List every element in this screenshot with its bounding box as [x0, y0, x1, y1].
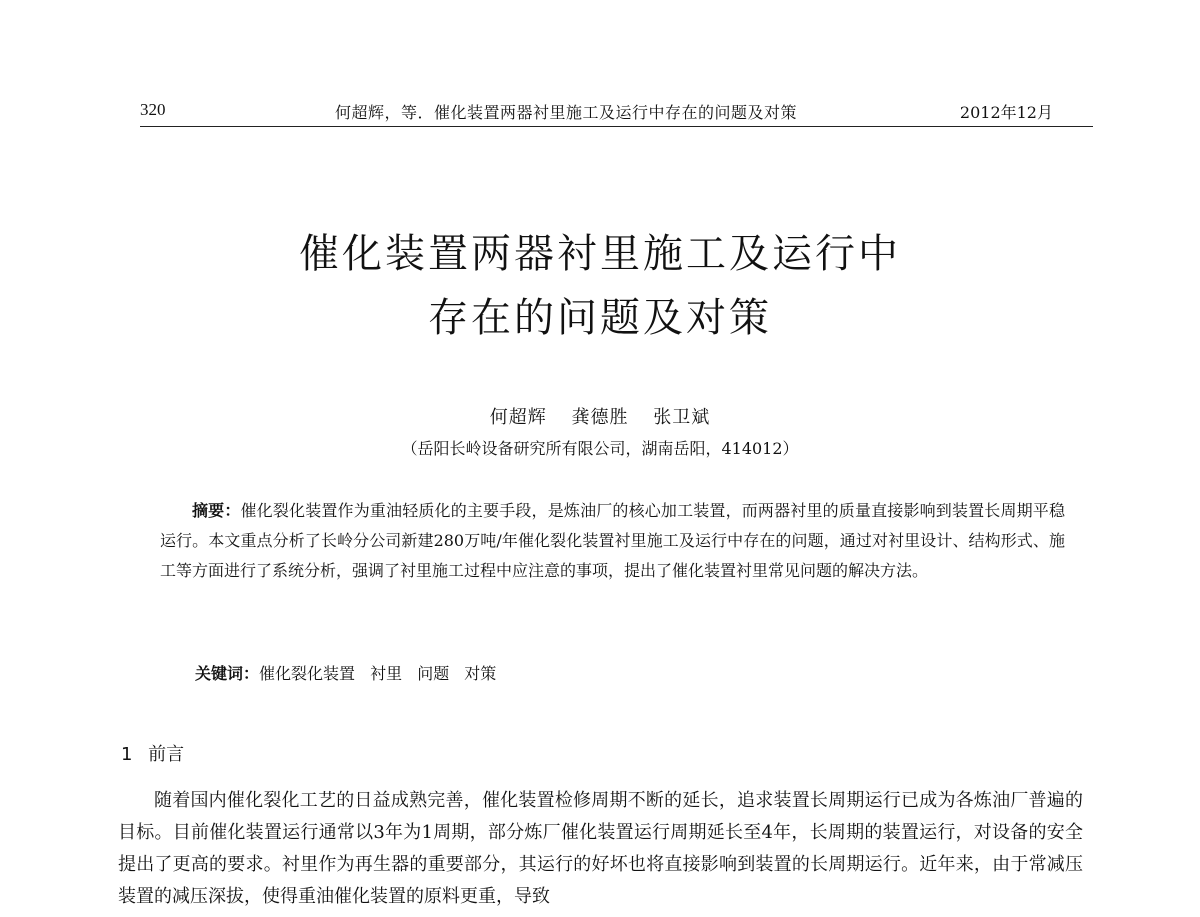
- article-title: [0, 222, 1200, 350]
- authors: 何超辉 龚德胜 张卫斌: [489, 407, 711, 428]
- keywords-text: 催化裂化装置 衬里 问题 对策: [259, 664, 497, 683]
- issue-date: 2012年12月: [959, 103, 1053, 122]
- affiliation: （岳阳长岭设备研究所有限公司，湖南岳阳，414012）: [401, 439, 799, 458]
- body-paragraph: 随着国内催化裂化工艺的日益成熟完善，催化装置检修周期不断的延长，追求装置长周期运行已成为各炼油厂普遍的目标。目前催化装置运行通常以3年为1周期，部分炼厂催化装置运行周期延长至4年，长周期的装置运行，对设备的安全提出了更高的要求。衬里作为再生器的重要部分，其运行的好坏也将直接影响到装置的长周期运行。近年来，由于常减压装置的减压深拔，使得重油催化装置的原料更重，导致: [118, 790, 1083, 907]
- running-header: [140, 92, 1093, 127]
- keywords: [195, 661, 496, 684]
- abstract-label: 摘要：: [192, 501, 241, 520]
- running-title: 何超辉，等．催化装置两器衬里施工及运行中存在的问题及对策: [335, 103, 798, 122]
- page-number: 320: [140, 100, 166, 119]
- title-line-1: 催化装置两器衬里施工及运行中: [299, 231, 901, 277]
- abstract: [160, 496, 1065, 586]
- keywords-label: 关键词：: [195, 664, 260, 683]
- abstract-text: 催化裂化装置作为重油轻质化的主要手段，是炼油厂的核心加工装置，而两器衬里的质量直接影响到装置长周期平稳运行。本文重点分析了长岭分公司新建280万吨/年催化裂化装置衬里施工及运行中存在的问题，通过对衬里设计、结构形式、施工等方面进行了系统分析，强调了衬里施工过程中应注意的事项，提出了催化装置衬里常见问题的解决方法。: [160, 501, 1065, 580]
- section-heading: 1 前言: [121, 744, 185, 765]
- title-line-2: 存在的问题及对策: [428, 295, 772, 341]
